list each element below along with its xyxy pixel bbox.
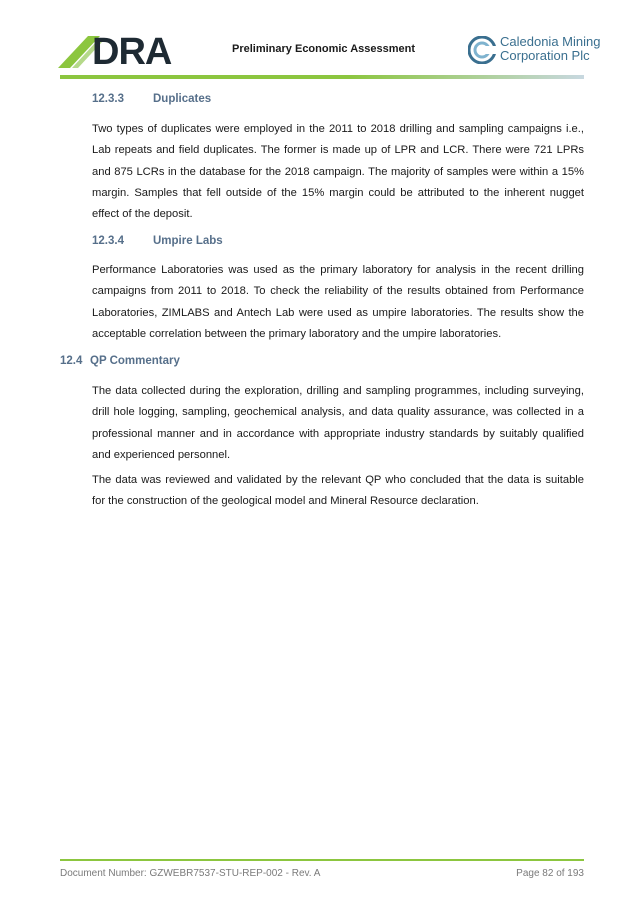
caledonia-logo-text	[500, 35, 600, 63]
section-heading-duplicates	[92, 93, 211, 105]
footer-divider	[60, 859, 584, 861]
footer-page-number: Page 82 of 193	[516, 868, 584, 879]
section-number: 12.3.3	[92, 93, 124, 105]
caledonia-logo-icon	[468, 36, 496, 64]
paragraph-duplicates: Two types of duplicates were employed in the 2011 to 2018 drilling and sampling campaigns i.e., Lab repeats and field duplicates. The former is made up of LPR and LCR. There were 721 LPRs and 875 LCRs in the database for the 2018 campaign. The majority of samples were within a 15% margin. Samples that fell outside of the 15% margin could be attributed to the inherent nugget effect of the deposit.	[92, 123, 584, 221]
header-divider	[60, 75, 584, 79]
section-title: QP Commentary	[90, 355, 180, 367]
paragraph-qp-commentary-2: The data was reviewed and validated by the relevant QP who concluded that the data is suitable for the construction of the geological model and Mineral Resource declaration.	[92, 474, 584, 508]
caledonia-logo-line2: Corporation Plc	[500, 48, 590, 63]
paragraph-qp-commentary-1: The data collected during the exploration, drilling and sampling programmes, including surveying, drill hole logging, sampling, geochemical analysis, and data quality assurance, was collected in a professional manner and in accordance with appropriate industry standards by suitably qualified and experienced personnel.	[92, 385, 584, 461]
section-number: 12.4	[60, 355, 83, 367]
header-title: Preliminary Economic Assessment	[232, 43, 416, 55]
paragraph-umpire-labs: Performance Laboratories was used as the primary laboratory for analysis in the recent drilling campaigns from 2011 to 2018. To check the reliability of the results obtained from Performance Laboratories, ZIMLABS and Antech Lab were used as umpire laboratories. The results show the acceptable correlation between the primary laboratory and the umpire laboratories.	[92, 264, 584, 340]
section-title: Umpire Labs	[153, 235, 223, 247]
section-title: Duplicates	[153, 93, 212, 105]
caledonia-logo-line1: Caledonia Mining	[500, 34, 601, 49]
page-header	[0, 0, 644, 90]
section-number: 12.3.4	[92, 235, 124, 247]
footer-document-number: Document Number: GZWEBR7537-STU-REP-002 - Rev. A	[60, 868, 321, 879]
section-heading-umpire-labs	[92, 235, 223, 247]
dra-logo-text: DRA	[92, 31, 172, 73]
section-heading-qp-commentary	[60, 355, 180, 367]
